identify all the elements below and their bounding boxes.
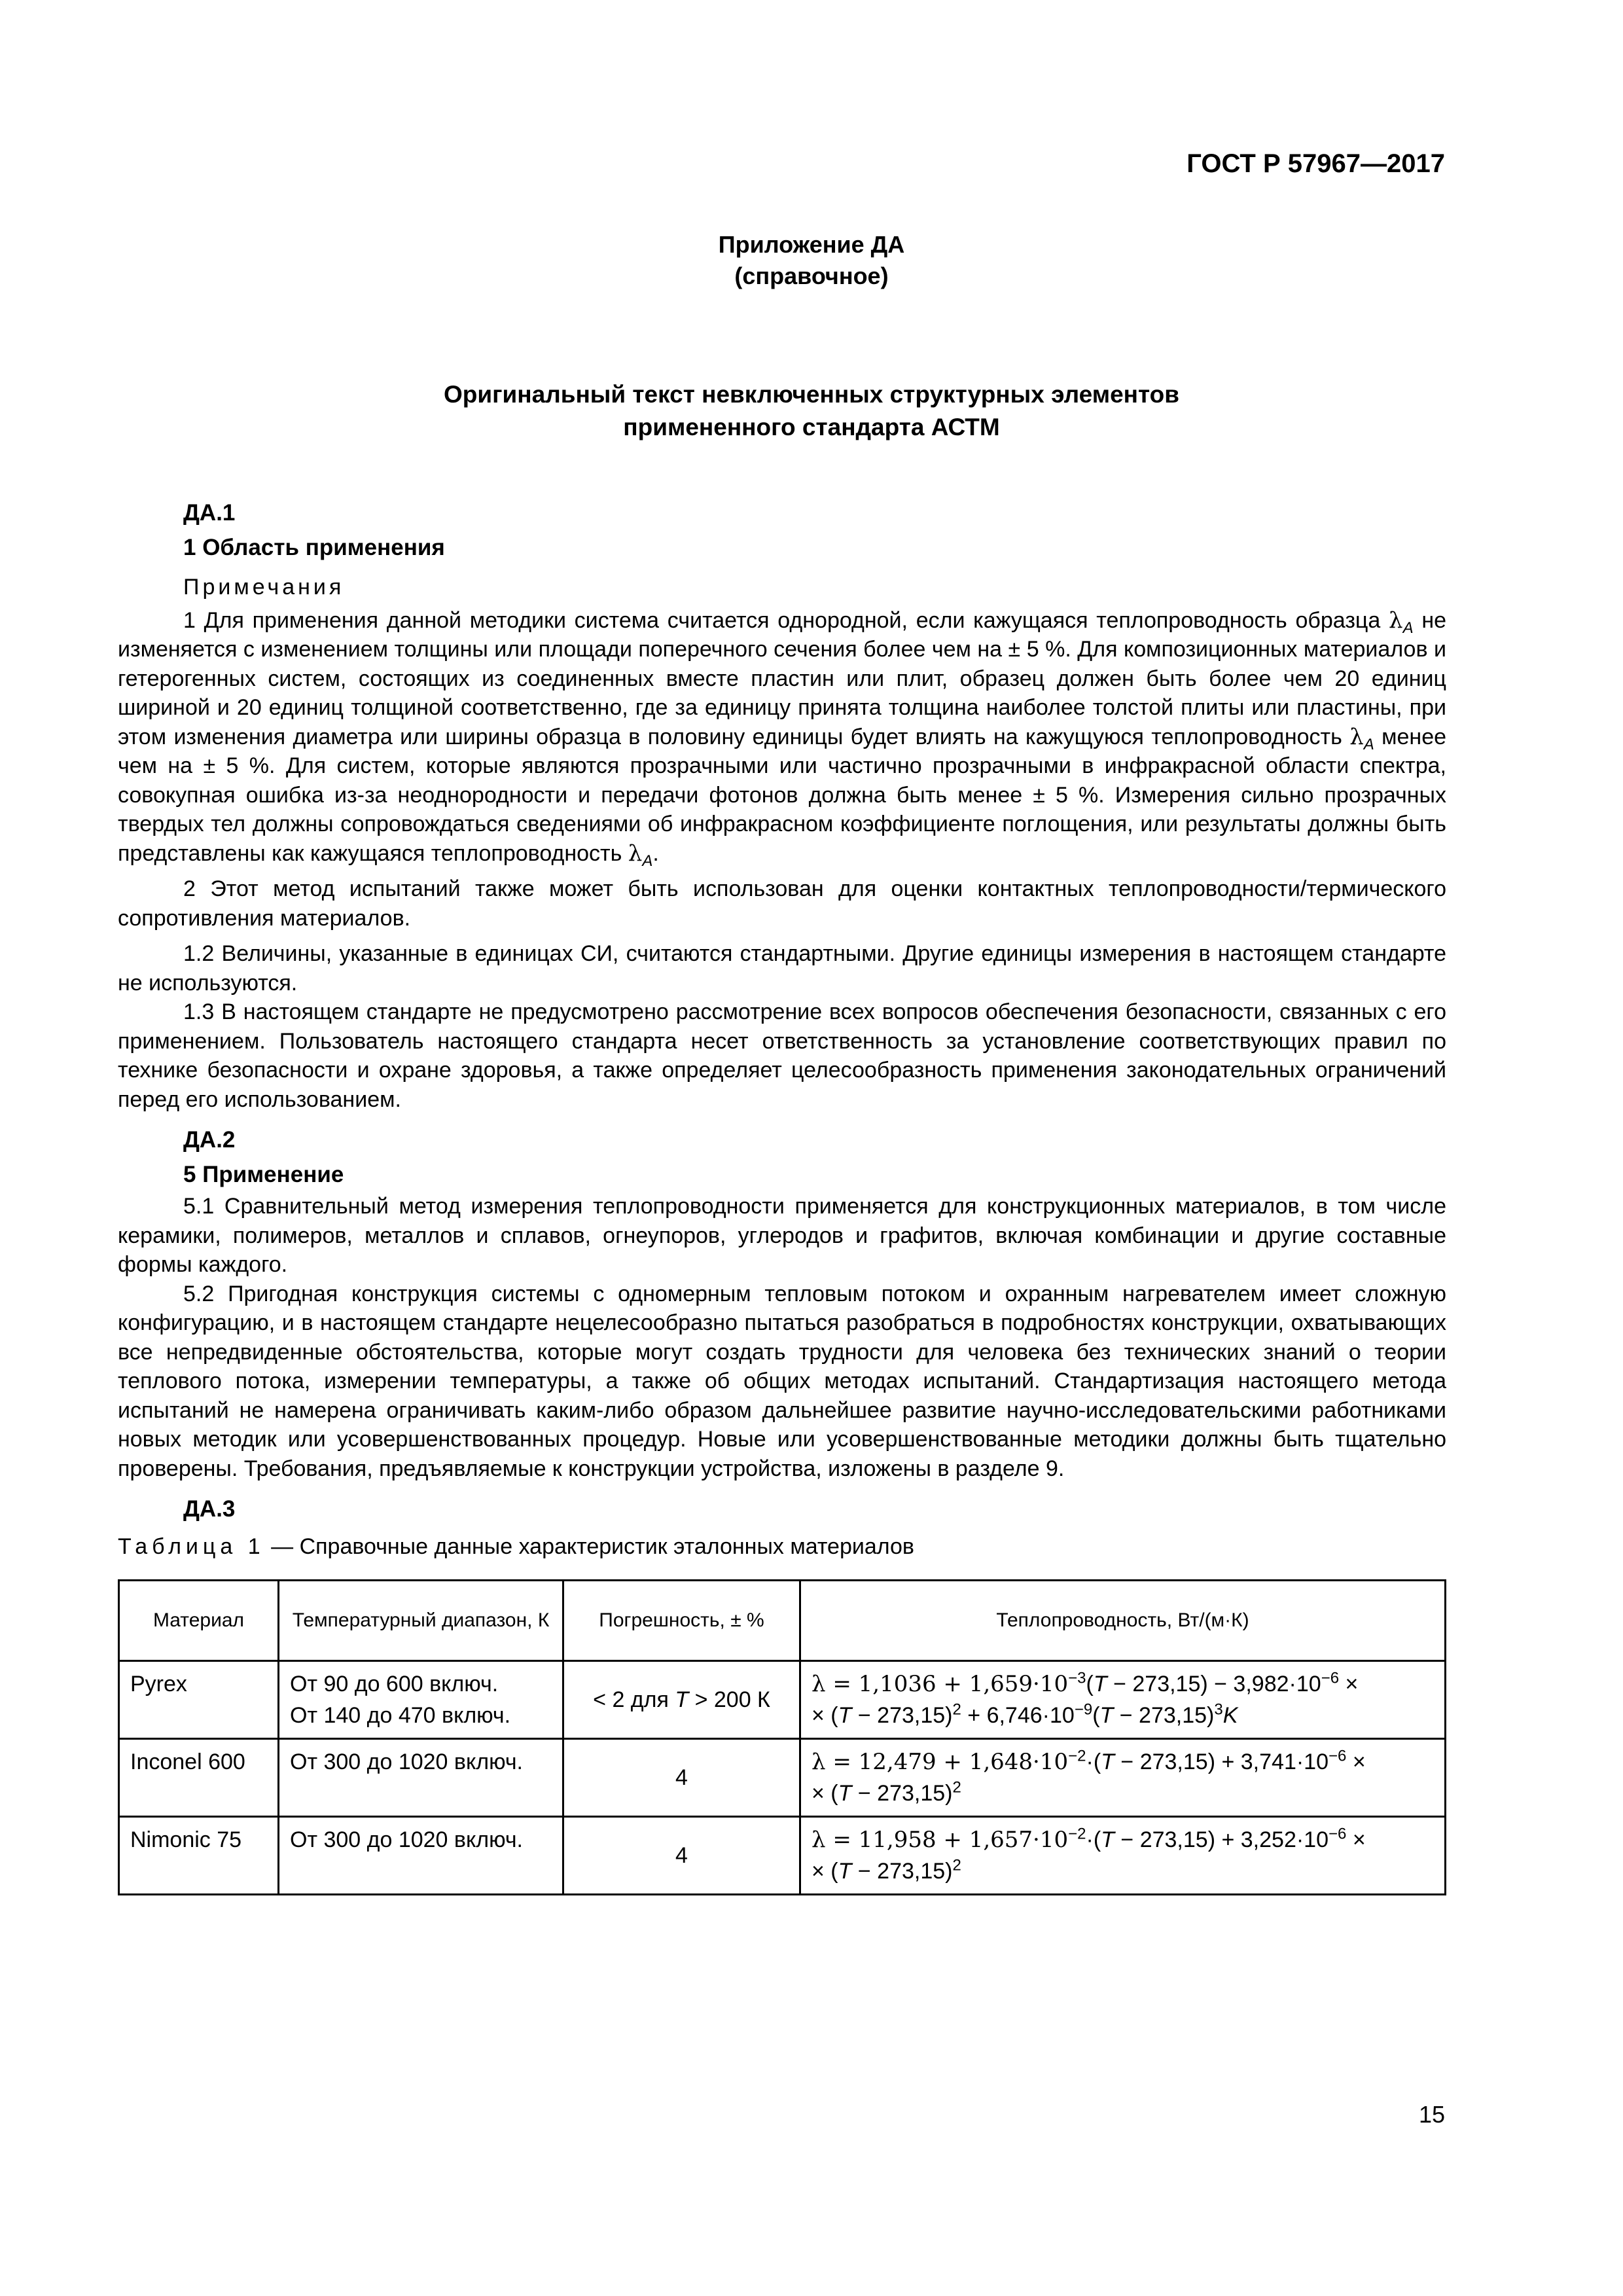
error-cell xyxy=(563,1661,800,1739)
material-cell: Inconel 600 xyxy=(119,1739,279,1817)
temperature-symbol: T xyxy=(838,1781,852,1806)
lambda-subscript: A xyxy=(642,852,653,870)
conductivity-formula xyxy=(800,1817,1446,1895)
section-heading-line1: Оригинальный текст невключенных структурных элементов xyxy=(443,381,1180,408)
lambda-symbol: λ xyxy=(628,840,643,867)
formula-text: × xyxy=(1346,1749,1366,1774)
temperature-symbol: T xyxy=(1101,1749,1115,1774)
formula-text: λ = 12,479 + 1,648·10 xyxy=(812,1749,1069,1775)
formula-text: ·( xyxy=(1086,1749,1101,1774)
formula-text: λ = 11,958 + 1,657·10 xyxy=(812,1827,1069,1853)
temperature-symbol: T xyxy=(675,1687,689,1712)
table-row xyxy=(119,1817,1446,1895)
formula-exponent: −6 xyxy=(1329,1747,1347,1765)
error-text-b: > 200 К xyxy=(688,1687,770,1712)
subsection-heading-scope: 1 Область применения xyxy=(183,534,445,560)
formula-text: − 273,15) − 3,982·10 xyxy=(1107,1672,1321,1696)
formula-text: + 6,746·10 xyxy=(961,1703,1075,1728)
formula-exponent: −2 xyxy=(1068,1747,1086,1765)
formula-text: λ = 1,1036 + 1,659·10 xyxy=(812,1671,1069,1697)
formula-text: × ( xyxy=(812,1781,838,1806)
appendix-subtitle: (справочное) xyxy=(734,262,889,289)
lambda-symbol: λ xyxy=(1389,607,1403,634)
note-1 xyxy=(118,606,1446,869)
conductivity-formula xyxy=(800,1739,1446,1817)
formula-text: × xyxy=(1346,1827,1366,1852)
section-label-da1: ДА.1 xyxy=(183,500,236,526)
temperature-symbol: T xyxy=(838,1859,852,1884)
formula-exponent: 3 xyxy=(1214,1700,1223,1719)
range-line: От 300 до 1020 включ. xyxy=(290,1827,523,1852)
document-body xyxy=(118,490,1446,1895)
formula-text: − 273,15) + 3,741·10 xyxy=(1114,1749,1329,1774)
formula-exponent: −6 xyxy=(1329,1825,1347,1843)
formula-exponent: −3 xyxy=(1068,1669,1086,1687)
material-cell: Nimonic 75 xyxy=(119,1817,279,1895)
formula-text: − 273,15) xyxy=(851,1859,953,1884)
formula-text: − 273,15) xyxy=(851,1781,953,1806)
formula-text: − 273,15) xyxy=(851,1703,953,1728)
column-header-material: Материал xyxy=(119,1581,279,1661)
note-2: 2 Этот метод испытаний также может быть использован для оценки контактных теплопроводности/термического сопротивления материалов. xyxy=(118,876,1446,931)
formula-text: × ( xyxy=(812,1703,838,1728)
note-1-part-d: . xyxy=(652,840,659,866)
paragraph-1-2: 1.2 Величины, указанные в единицах СИ, считаются стандартными. Другие единицы измерения в настоящем стандарте не используются. xyxy=(118,941,1446,996)
reference-materials-table xyxy=(118,1579,1446,1895)
note-1-part-b: не изменяется с изменением толщины или площади поперечного сечения более чем на ± 5 %. Для композиционных материалов и гетерогенных систем, состоящих из соединенных вместе пластин или плит, образец должен быть более чем 20 единиц шириной и 20 единиц толщиной соответственно, где за единицу принята толщина наиболее толстой плиты или пластины, при этом изменения диаметра или ширины образца в половину единицы будет влиять на кажущуюся теплопроводность xyxy=(118,607,1446,749)
formula-exponent: 2 xyxy=(952,1778,961,1797)
range-line: От 90 до 600 включ. xyxy=(290,1672,499,1696)
table-row xyxy=(119,1661,1446,1739)
table-caption xyxy=(118,1532,1446,1562)
temperature-symbol: T xyxy=(1099,1703,1114,1728)
formula-text: × ( xyxy=(812,1859,838,1884)
lambda-subscript: A xyxy=(1363,735,1374,753)
page-number: 15 xyxy=(1418,2101,1445,2128)
lambda-symbol: λ xyxy=(1349,723,1364,750)
formula-text: − 273,15) xyxy=(1113,1703,1215,1728)
temperature-symbol: T xyxy=(1101,1827,1115,1852)
column-header-range: Температурный диапазон, К xyxy=(279,1581,563,1661)
document-designation: ГОСТ Р 57967—2017 xyxy=(1186,149,1445,178)
formula-text: − 273,15) + 3,252·10 xyxy=(1114,1827,1329,1852)
paragraph-5-1: 5.1 Сравнительный метод измерения теплопроводности применяется для конструкционных материалов, в том числе керамики, полимеров, металлов и сплавов, огнеупоров, углеродов и графитов, включая комбинации и другие составные формы каждого. xyxy=(118,1194,1446,1277)
formula-exponent: −9 xyxy=(1074,1700,1093,1719)
formula-text: ( xyxy=(1092,1703,1100,1728)
formula-text: × xyxy=(1339,1672,1359,1696)
range-cell xyxy=(279,1817,563,1895)
formula-exponent: 2 xyxy=(952,1700,961,1719)
paragraph-5-2: 5.2 Пригодная конструкция системы с одномерным тепловым потоком и охранным нагревателем имеет сложную конфигурацию, и в настоящем стандарте нецелесообразно пытаться разобраться в подробностях конструкции, охватывающих все непредвиденные обстоятельства, которые могут создать трудности для человека без технических знаний о теории теплового потока, измерении температуры, а также об общих методах испытаний. Стандартизация настоящего метода испытаний не намерена ограничивать каким-либо образом дальнейшее развитие научно-исследовательскими работниками новых методик или усовершенствованных процедур. Новые или усовершенствованные методики должны быть тщательно проверены. Требования, предъявляемые к конструкции устройства, изложены в разделе 9. xyxy=(118,1281,1446,1481)
unit-symbol: K xyxy=(1222,1703,1238,1728)
formula-text: ( xyxy=(1086,1672,1094,1696)
temperature-symbol: T xyxy=(838,1703,852,1728)
conductivity-formula xyxy=(800,1661,1446,1739)
paragraph-1-3: 1.3 В настоящем стандарте не предусмотрено рассмотрение всех вопросов обеспечения безопасности, связанных с его применением. Пользователь настоящего стандарта несет ответственность за установление соответствующих правил по технике безопасности и охране здоровья, а также определяет целесообразность применения законодательных ограничений перед его использованием. xyxy=(118,999,1446,1112)
table-caption-text: — Справочные данные характеристик эталонных материалов xyxy=(264,1534,914,1559)
appendix-title xyxy=(0,229,1623,292)
range-cell xyxy=(279,1739,563,1817)
lambda-subscript: A xyxy=(1402,619,1414,637)
formula-exponent: −6 xyxy=(1321,1669,1340,1687)
formula-exponent: 2 xyxy=(952,1856,961,1874)
formula-exponent: −2 xyxy=(1068,1825,1086,1843)
table-caption-label: Таблица 1 xyxy=(118,1534,265,1559)
error-cell: 4 xyxy=(563,1817,800,1895)
note-1-part-c: менее чем на ± 5 %. Для систем, которые являются прозрачными или частично прозрачными в инфракрасной области спектра, совокупная ошибка из-за неоднородности и передачи фотонов должна быть менее ± 5 %. Измерения сильно прозрачных твердых тел должны сопровождаться сведениями об инфракрасном коэффициенте поглощения, или результаты должны быть представлены как кажущаяся теплопроводность xyxy=(118,724,1447,866)
notes-label: Примечания xyxy=(183,575,345,600)
error-cell: 4 xyxy=(563,1739,800,1817)
section-heading xyxy=(0,378,1623,444)
table-row xyxy=(119,1739,1446,1817)
note-1-part-a: 1 Для применения данной методики система считается однородной, если кажущаяся теплопроводность образца xyxy=(183,607,1389,633)
column-header-error: Погрешность, ± % xyxy=(563,1581,800,1661)
section-label-da3: ДА.3 xyxy=(183,1496,236,1522)
material-cell: Pyrex xyxy=(119,1661,279,1739)
range-cell xyxy=(279,1661,563,1739)
column-header-conductivity: Теплопроводность, Вт/(м·К) xyxy=(800,1581,1446,1661)
range-line: От 140 до 470 включ. xyxy=(290,1703,511,1728)
appendix-title-line: Приложение ДА xyxy=(718,231,905,258)
section-heading-line2: примененного стандарта АСТМ xyxy=(623,414,1000,440)
subsection-heading-application: 5 Применение xyxy=(183,1161,344,1187)
range-line: От 300 до 1020 включ. xyxy=(290,1749,523,1774)
formula-text: ·( xyxy=(1086,1827,1101,1852)
temperature-symbol: T xyxy=(1093,1672,1107,1696)
table-header-row xyxy=(119,1581,1446,1661)
error-text-a: < 2 для xyxy=(593,1687,675,1712)
section-label-da2: ДА.2 xyxy=(183,1127,236,1153)
